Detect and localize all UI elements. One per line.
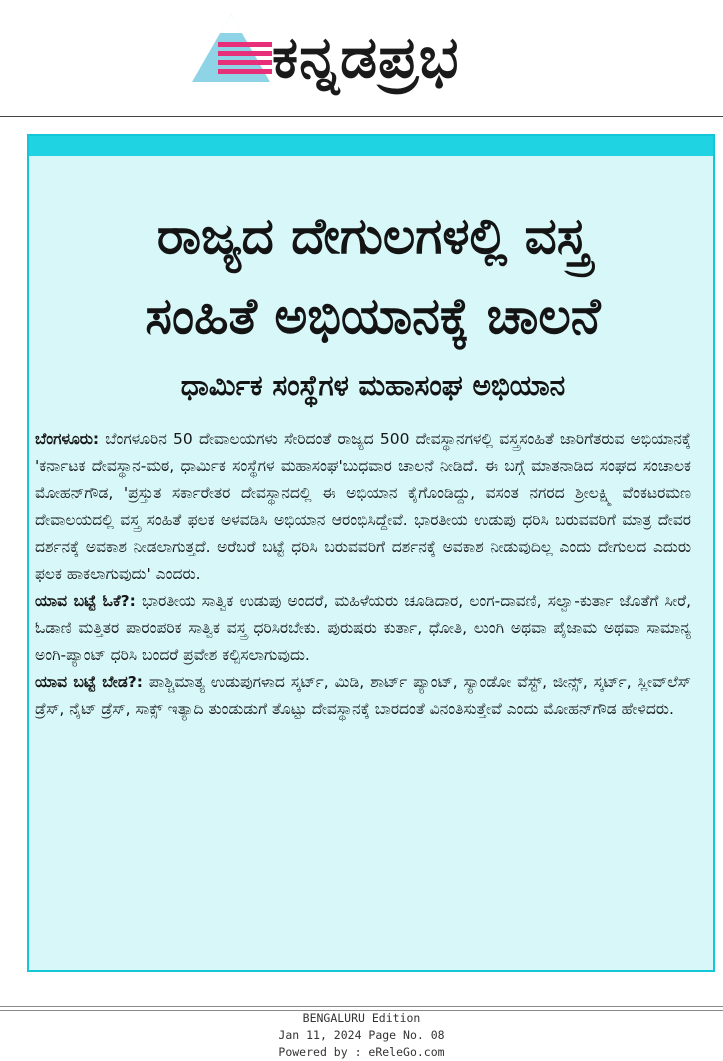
article-headline (37, 196, 709, 356)
paragraph-text: ಬೆಂಗಳೂರಿನ 50 ದೇವಾಲಯಗಳು ಸೇರಿದಂತೆ ರಾಜ್ಯದ 500 ದೇವಸ್ಥಾನಗಳಲ್ಲಿ ವಸ್ತ್ರಸಂಹಿತೆ ಜಾರಿಗೆತರುವ ಅಭಿಯಾನಕ್ಕೆ 'ಕರ್ನಾಟಕ ದೇವಸ್ಥಾನ-ಮಠ, ಧಾರ್ಮಿಕ ಸಂಸ್ಥೆಗಳ ಮಹಾಸಂಘ'ಬುಧವಾರ ಚಾಲನೆ ನೀಡಿದೆ. ಈ ಬಗ್ಗೆ ಮಾತನಾಡಿದ ಸಂಘದ ಸಂಚಾಲಕ ಮೋಹನ್‌ಗೌಡ, 'ಪ್ರಸ್ತುತ ಸರ್ಕಾರೇತರ ದೇವಸ್ಥಾನದಲ್ಲಿ ಈ ಅಭಿಯಾನ ಕೈಗೊಂಡಿದ್ದು, ವಸಂತ ನಗರದ ಶ್ರೀಲಕ್ಷ್ಮಿ ವೆಂಕಟರಮಣ ದೇವಾಲಯದಲ್ಲಿ ವಸ್ತ್ರ ಸಂಹಿತೆ ಫಲಕ ಅಳವಡಿಸಿ ಅಭಿಯಾನ ಆರಂಭಿಸಿದ್ದೇವೆ. ಭಾರತೀಯ ಉಡುಪು ಧರಿಸಿ ಬರುವವರಿಗೆ ಮಾತ್ರ ದೇವರ ದರ್ಶನಕ್ಕೆ ಅವಕಾಶ ನೀಡಲಾಗುತ್ತದೆ. ಅರೆಬರೆ ಬಟ್ಟೆ ಧರಿಸಿ ಬರುವವರಿಗೆ ದರ್ಶನಕ್ಕೆ ಅವಕಾಶ ನೀಡುವುದಿಲ್ಲ ಎಂದು ದೇಗುಲದ ಎದುರು ಫಲಕ ಹಾಕಲಾಗುವುದು' ಎಂದರು. (35, 430, 691, 583)
paragraph-text: ಭಾರತೀಯ ಸಾತ್ವಿಕ ಉಡುಪು ಅಂದರೆ, ಮಹಿಳೆಯರು ಚೂಡಿದಾರ, ಲಂಗ-ದಾವಣಿ, ಸಲ್ವಾ-ಕುರ್ತಾ ಜೊತೆಗೆ ಸೀರೆ, ಓಡಾಣಿ ಮತ್ತಿತರ ಪಾರಂಪರಿಕ ಸಾತ್ವಿಕ ವಸ್ತ್ರ ಧರಿಸಿರಬೇಕು. ಪುರುಷರು ಕುರ್ತಾ, ಧೋತಿ, ಲುಂಗಿ ಅಥವಾ ಪೈಜಾಮ ಅಥವಾ ಸಾಮಾನ್ಯ ಅಂಗಿ-ಪ್ಯಾಂಟ್ ಧರಿಸಿ ಬಂದರೆ ಪ್ರವೇಶ ಕಲ್ಪಿಸಲಾಗುವುದು. (35, 592, 691, 664)
article-subheadline: ಧಾರ್ಮಿಕ ಸಂಸ್ಥೆಗಳ ಮಹಾಸಂಘ ಅಭಿಯಾನ (180, 369, 566, 402)
paragraph-text: ಪಾಶ್ಚಿಮಾತ್ಯ ಉಡುಪುಗಳಾದ ಸ್ಕರ್ಟ್, ಮಿಡಿ, ಶಾರ್ಟ್ ಪ್ಯಾಂಟ್, ಸ್ಯಾಂಡೋ ವೆಸ್ಟ್, ಜೀನ್ಸ್, ಸ್ಕರ್ಟ್, ಸ್ಲೀವ್‌ಲೆಸ್ ಡ್ರೆಸ್, ನೈಟ್ ಡ್ರೆಸ್, ಸಾಕ್ಸ್ ಇತ್ಯಾದಿ ತುಂಡುಡುಗೆ ತೊಟ್ಟು ದೇವಸ್ಥಾನಕ್ಕೆ ಬಾರದಂತೆ ವಿನಂತಿಸುತ್ತೇವೆ ಎಂದು ಮೋಹನ್‌ಗೌಡ ಹೇಳಿದರು. (35, 673, 692, 718)
masthead (0, 0, 723, 117)
footer-date-page: Jan 11, 2024 Page No. 08 (278, 1028, 445, 1042)
footer-edition: BENGALURU Edition (302, 1011, 421, 1025)
headline-line-1: ರಾಜ್ಯದ ದೇಗುಲಗಳಲ್ಲಿ ವಸ್ತ್ರ (156, 207, 590, 265)
headline-line-2: ಸಂಹಿತೆ ಅಭಿಯಾನಕ್ಕೆ ಚಾಲನೆ (145, 287, 601, 345)
body-paragraph (35, 669, 691, 723)
body-paragraph (35, 588, 691, 669)
dateline: ಬೆಂಗಳೂರು: (35, 430, 100, 448)
article-body (35, 426, 691, 723)
masthead-logo-text: ಕನ್ನಡಪ್ರಭ (272, 23, 460, 91)
footer-divider (0, 1006, 723, 1007)
section-lead-banned-clothes: ಯಾವ ಬಟ್ಟೆ ಬೇಡ?: (35, 673, 143, 691)
section-lead-allowed-clothes: ಯಾವ ಬಟ್ಟೆ ಓಕೆ?: (35, 592, 136, 610)
kannadaprabha-logo-icon (190, 12, 272, 84)
body-paragraph (35, 426, 691, 588)
article-top-bar (29, 136, 713, 156)
page-footer (0, 1010, 723, 1061)
footer-powered-by: Powered by : eReleGo.com (278, 1045, 445, 1059)
article-panel (27, 134, 715, 972)
